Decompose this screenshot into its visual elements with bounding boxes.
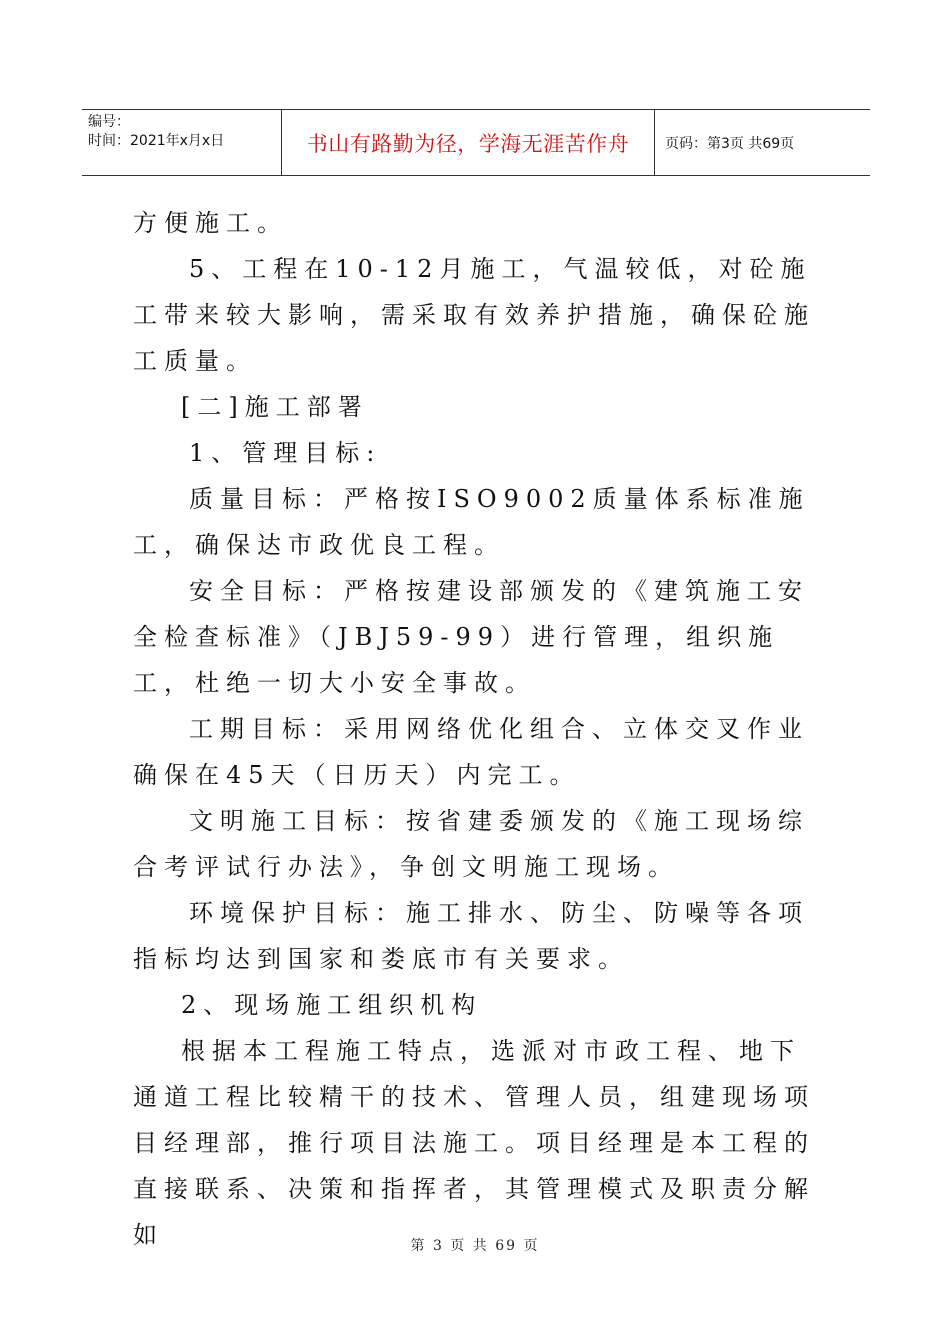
paragraph-continuation: 方便施工。 xyxy=(133,209,288,237)
section-heading: [二]施工部署 xyxy=(181,393,369,421)
header-page-code: 页码：第3页 共69页 xyxy=(665,135,795,152)
subheading-management-goals: 1、管理目标: xyxy=(189,439,382,467)
time-label: 时间：2021年x月x日 xyxy=(88,133,225,149)
paragraph-quality-goal: 质量目标：严格按ISO9002质量体系标准施工，确保达市政优良工程。 xyxy=(133,485,810,559)
header-motto: 书山有路勤为径，学海无涯苦作舟 xyxy=(282,110,655,175)
paragraph-safety-goal: 安全目标：严格按建设部颁发的《建筑施工安全检查标准》（JBJ59-99）进行管理，组织施工，杜绝一切大小安全事故。 xyxy=(133,577,809,697)
number-label: 编号： xyxy=(88,114,130,130)
paragraph-civilized-goal: 文明施工目标：按省建委颁发的《施工现场综合考评试行办法》，争创文明施工现场。 xyxy=(133,807,809,881)
paragraph-environment-goal: 环境保护目标：施工排水、防尘、防噪等各项指标均达到国家和娄底市有关要求。 xyxy=(133,899,809,973)
document-body xyxy=(133,200,823,1258)
header-meta xyxy=(82,110,282,175)
paragraph-schedule-goal: 工期目标：采用网络优化组合、立体交叉作业确保在45天（日历天）内完工。 xyxy=(133,715,809,789)
page-footer: 第 3 页 共 69 页 xyxy=(410,1238,540,1254)
subheading-organization: 2、现场施工组织机构 xyxy=(181,991,483,1019)
page-header xyxy=(82,109,870,176)
paragraph-organization: 根据本工程施工特点，选派对市政工程、地下通道工程比较精干的技术、管理人员，组建现场项目经理部，推行项目法施工。项目经理是本工程的直接联系、决策和指挥者，其管理模式及职责分解如 xyxy=(133,1037,815,1249)
paragraph-item-5: 5、工程在10-12月施工，气温较低，对砼施工带来较大影响，需采取有效养护措施，确保砼施工质量。 xyxy=(133,255,815,375)
